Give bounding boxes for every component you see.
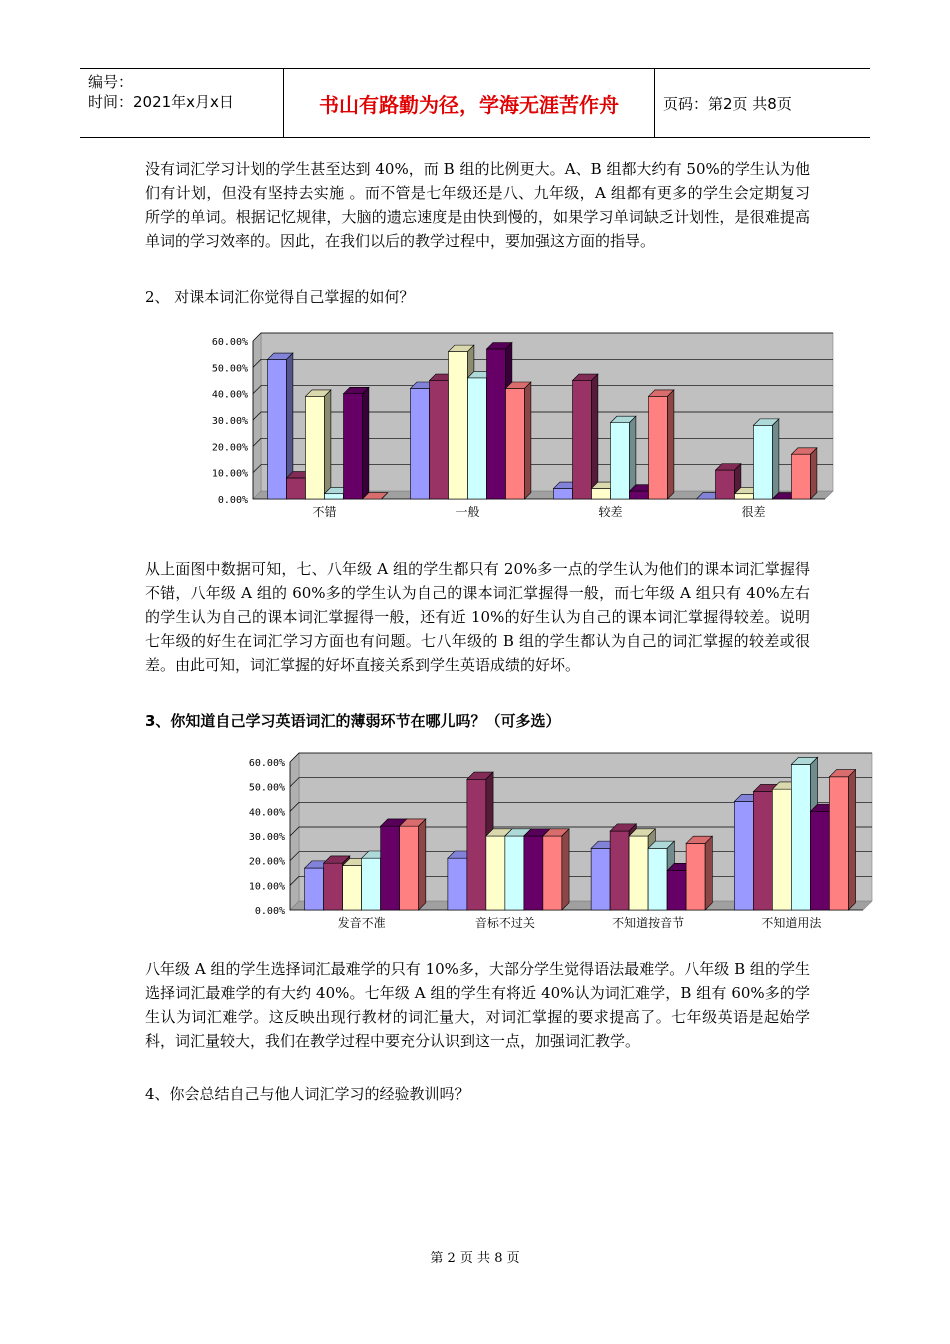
y-tick-label: 0.00% (217, 495, 248, 506)
y-tick-label: 30.00% (248, 832, 285, 843)
page-header (80, 68, 870, 138)
header-meta (80, 69, 283, 137)
bar (792, 448, 817, 499)
bar (306, 390, 331, 499)
x-tick-label: 一般 (455, 505, 480, 519)
y-tick-label: 10.00% (248, 881, 285, 893)
bar (400, 819, 426, 910)
paragraph-1: 没有词汇学习计划的学生甚至达到 40%，而 B 组的比例更大。A、B 组都大约有 50%的学生认为他们有计划，但没有坚持去实施 。而不管是七年级还是八、九年级，A 组都有更多的学生会定期复习所学的单词。根据记忆规律，大脑的遗忘速度是由快到慢的，如果学习单词缺乏计划性，是很难提高单词的学习效率的。因此，在我们以后的教学过程中，要加强这方面的指导。 (145, 160, 810, 250)
x-tick-label: 音标不过关 (474, 916, 535, 930)
y-tick-label: 20.00% (248, 856, 285, 868)
bar (754, 419, 779, 499)
bar (543, 829, 569, 910)
y-tick-label: 40.00% (248, 807, 285, 819)
y-tick-label: 60.00% (211, 337, 248, 348)
bar (829, 770, 855, 910)
paragraph-2: 从上面图中数据可知，七、八年级 A 组的学生都只有 20%多一点的学生认为他们的课本词汇掌握得不错，八年级 A 组的 60%多的学生认为自己的课本词汇掌握得一般，而七年级 A 组只有 40%左右的学生认为自己的课本词汇掌握得一般，还有近 10%的好生认为自己的课本词汇掌握得较差。说明七年级的好生在词汇学习方面也有问题。七八年级的 B 组的学生都认为自己的词汇掌握的较差或很差。由此可知，词汇掌握的好坏直接关系到学生英语成绩的好坏。 (145, 560, 810, 674)
page-footer: 第 2 页 共 8 页 (430, 1251, 520, 1266)
x-tick-label: 很差 (741, 505, 766, 519)
header-motto: 书山有路勤为径，学海无涯苦作舟 (283, 69, 655, 137)
bar (611, 416, 636, 499)
y-tick-label: 60.00% (248, 758, 285, 769)
question-4: 4、你会总结自己与他人词汇学习的经验教训吗？ (145, 1085, 470, 1103)
y-tick-label: 30.00% (211, 416, 248, 427)
number-label: 编号： (88, 73, 134, 91)
bar (344, 387, 369, 499)
bar (649, 390, 674, 499)
chart-weak-points (238, 745, 878, 935)
y-tick-label: 40.00% (211, 389, 248, 401)
y-tick-label: 50.00% (248, 782, 285, 794)
question-3: 3、你知道自己学习英语词汇的薄弱环节在哪儿吗？（可多选） (145, 712, 561, 730)
x-tick-label: 发音不准 (337, 916, 386, 930)
bar (573, 374, 598, 499)
paragraph-3: 八年级 A 组的学生选择词汇最难学的只有 10%多，大部分学生觉得语法最难学。八年级 B 组的学生选择词汇最难学的有大约 40%。七年级 A 组的学生有将近 40%认为词汇难学，B 组有 60%多的学生认为词汇难学。这反映出现行教材的词汇量大，对词汇掌握的要求提高了。七年级英语是起始学科，词汇量较大，我们在教学过程中要充分认识到这一点，加强词汇教学。 (145, 960, 810, 1050)
bar (506, 382, 531, 499)
y-tick-label: 0.00% (254, 906, 285, 917)
header-page-label: 页码：第2页 共8页 (663, 94, 792, 113)
x-tick-label: 不知道按音节 (612, 916, 685, 930)
x-tick-label: 不错 (312, 505, 337, 519)
x-tick-label: 不知道用法 (761, 916, 822, 930)
time-label: 时间：2021年x月x日 (88, 93, 234, 111)
question-2: 2、 对课本词汇你觉得自己掌握的如何？ (145, 288, 415, 306)
chart-vocabulary-mastery (195, 326, 845, 526)
y-tick-label: 50.00% (211, 363, 248, 375)
x-tick-label: 较差 (598, 505, 623, 519)
y-tick-label: 10.00% (211, 468, 248, 480)
bar (686, 836, 712, 910)
y-tick-label: 20.00% (211, 442, 248, 454)
